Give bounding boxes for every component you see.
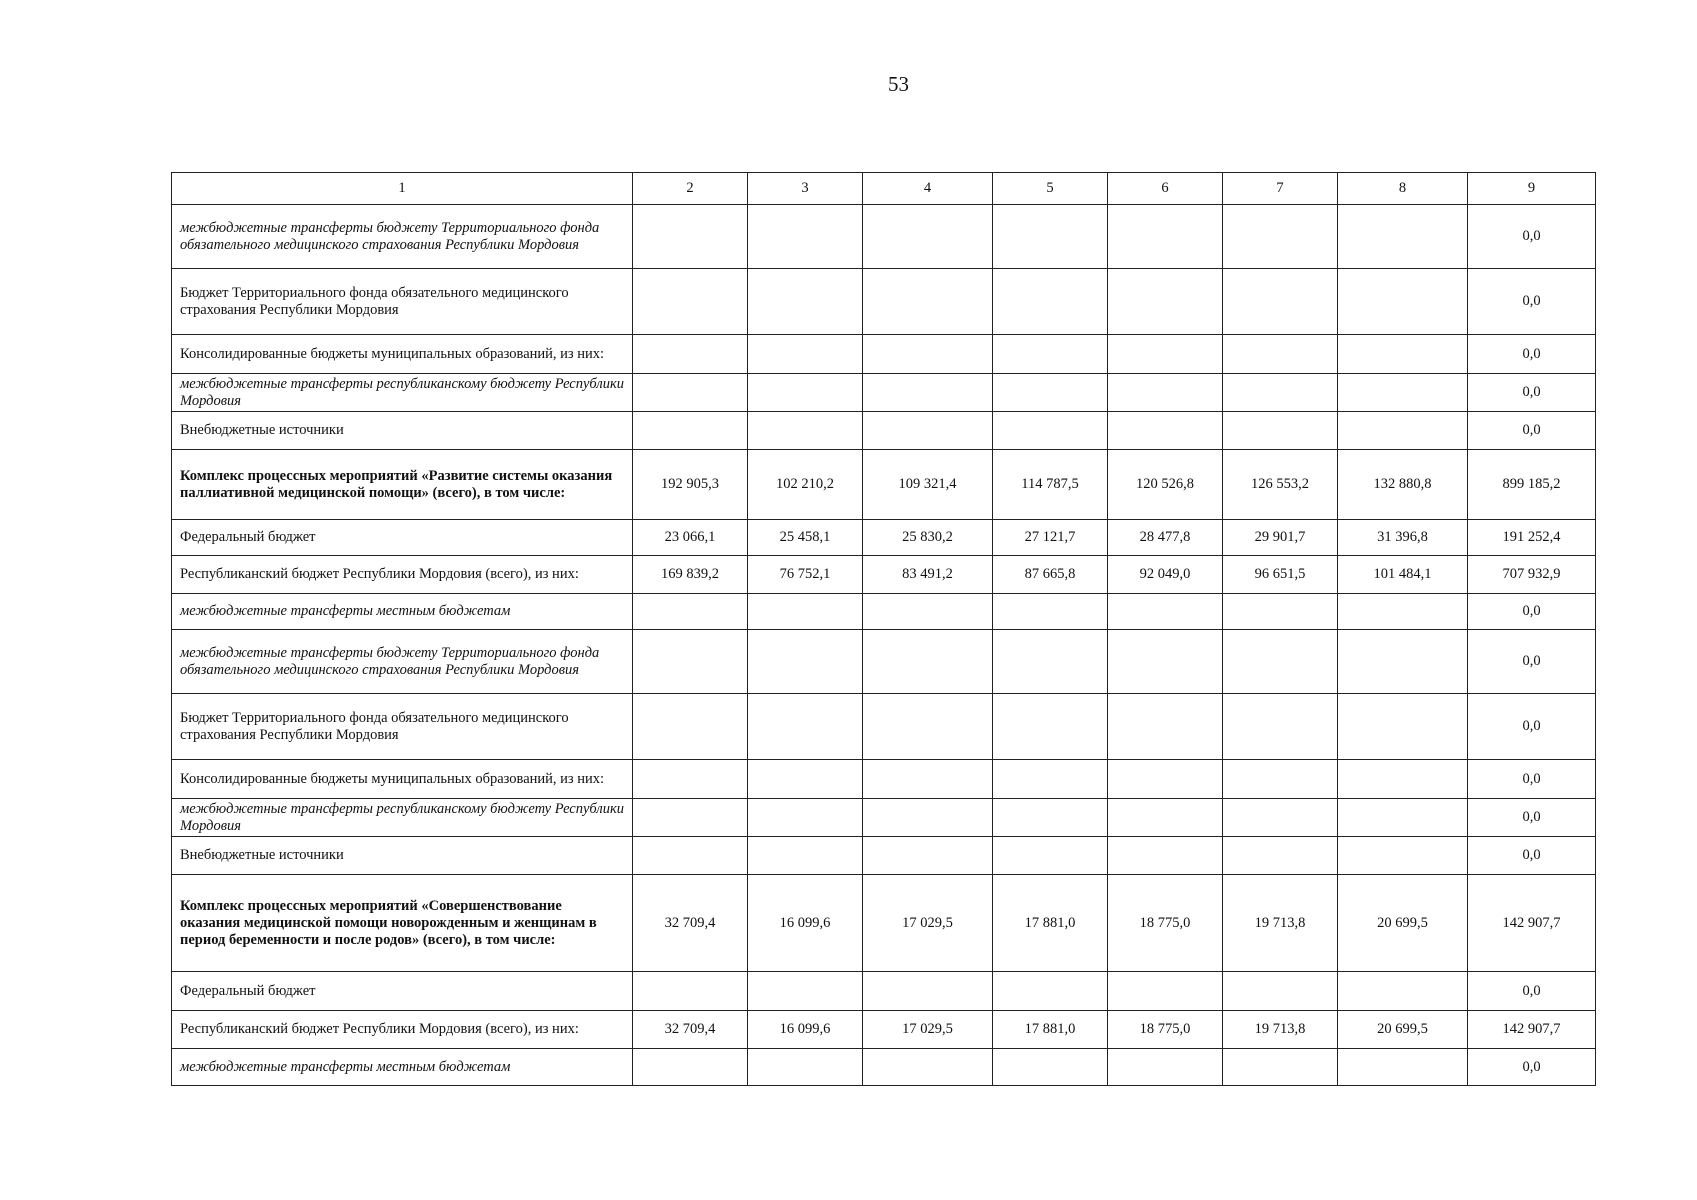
value-cell-col-8 bbox=[1338, 335, 1468, 374]
row-label: межбюджетные трансферты бюджету Территориального фонда обязательного медицинского страхования Республики Мордовия bbox=[172, 205, 633, 269]
value-cell-col-6 bbox=[1108, 630, 1223, 694]
value-cell-col-4 bbox=[863, 972, 993, 1011]
column-header-2: 2 bbox=[633, 173, 748, 205]
value-cell-col-2: 32 709,4 bbox=[633, 875, 748, 972]
value-cell-col-9: 707 932,9 bbox=[1468, 556, 1596, 594]
column-header-7: 7 bbox=[1223, 173, 1338, 205]
value-cell-col-5 bbox=[993, 412, 1108, 450]
value-cell-col-4: 17 029,5 bbox=[863, 1011, 993, 1049]
table-row bbox=[172, 875, 1596, 972]
value-cell-col-4 bbox=[863, 760, 993, 799]
value-cell-col-3: 76 752,1 bbox=[748, 556, 863, 594]
value-cell-col-6 bbox=[1108, 412, 1223, 450]
value-cell-col-8: 20 699,5 bbox=[1338, 1011, 1468, 1049]
value-cell-col-2 bbox=[633, 972, 748, 1011]
value-cell-col-8: 132 880,8 bbox=[1338, 450, 1468, 520]
value-cell-col-7: 96 651,5 bbox=[1223, 556, 1338, 594]
row-label: Федеральный бюджет bbox=[172, 520, 633, 556]
value-cell-col-9: 0,0 bbox=[1468, 205, 1596, 269]
row-label: Республиканский бюджет Республики Мордовия (всего), из них: bbox=[172, 556, 633, 594]
value-cell-col-8 bbox=[1338, 837, 1468, 875]
table-row bbox=[172, 799, 1596, 837]
value-cell-col-4 bbox=[863, 694, 993, 760]
value-cell-col-2 bbox=[633, 205, 748, 269]
value-cell-col-7 bbox=[1223, 1049, 1338, 1086]
value-cell-col-3 bbox=[748, 972, 863, 1011]
value-cell-col-6 bbox=[1108, 760, 1223, 799]
row-label: Внебюджетные источники bbox=[172, 837, 633, 875]
table-row bbox=[172, 760, 1596, 799]
value-cell-col-3 bbox=[748, 630, 863, 694]
column-header-8: 8 bbox=[1338, 173, 1468, 205]
value-cell-col-6: 92 049,0 bbox=[1108, 556, 1223, 594]
table-row bbox=[172, 335, 1596, 374]
row-label: Комплекс процессных мероприятий «Совершенствование оказания медицинской помощи новорожденным и женщинам в период беременности и после родов» (всего), в том числе: bbox=[172, 875, 633, 972]
value-cell-col-8 bbox=[1338, 760, 1468, 799]
value-cell-col-9: 0,0 bbox=[1468, 760, 1596, 799]
column-number-header-row bbox=[172, 173, 1596, 205]
value-cell-col-3: 102 210,2 bbox=[748, 450, 863, 520]
value-cell-col-6 bbox=[1108, 799, 1223, 837]
value-cell-col-9: 0,0 bbox=[1468, 412, 1596, 450]
value-cell-col-9: 0,0 bbox=[1468, 799, 1596, 837]
value-cell-col-3 bbox=[748, 335, 863, 374]
table-row bbox=[172, 630, 1596, 694]
table-row bbox=[172, 594, 1596, 630]
value-cell-col-4: 109 321,4 bbox=[863, 450, 993, 520]
value-cell-col-8 bbox=[1338, 694, 1468, 760]
value-cell-col-2 bbox=[633, 837, 748, 875]
value-cell-col-5 bbox=[993, 799, 1108, 837]
value-cell-col-9: 142 907,7 bbox=[1468, 1011, 1596, 1049]
table-row bbox=[172, 520, 1596, 556]
row-label: межбюджетные трансферты республиканскому бюджету Республики Мордовия bbox=[172, 799, 633, 837]
value-cell-col-9: 0,0 bbox=[1468, 374, 1596, 412]
value-cell-col-2: 169 839,2 bbox=[633, 556, 748, 594]
value-cell-col-7 bbox=[1223, 972, 1338, 1011]
value-cell-col-2 bbox=[633, 374, 748, 412]
value-cell-col-6 bbox=[1108, 594, 1223, 630]
value-cell-col-7 bbox=[1223, 694, 1338, 760]
value-cell-col-2 bbox=[633, 1049, 748, 1086]
value-cell-col-2 bbox=[633, 269, 748, 335]
value-cell-col-7 bbox=[1223, 837, 1338, 875]
value-cell-col-9: 899 185,2 bbox=[1468, 450, 1596, 520]
value-cell-col-4 bbox=[863, 1049, 993, 1086]
value-cell-col-2: 32 709,4 bbox=[633, 1011, 748, 1049]
value-cell-col-3 bbox=[748, 205, 863, 269]
value-cell-col-8 bbox=[1338, 412, 1468, 450]
column-header-9: 9 bbox=[1468, 173, 1596, 205]
value-cell-col-2 bbox=[633, 594, 748, 630]
table-row bbox=[172, 694, 1596, 760]
value-cell-col-6 bbox=[1108, 269, 1223, 335]
value-cell-col-3 bbox=[748, 760, 863, 799]
value-cell-col-8 bbox=[1338, 1049, 1468, 1086]
value-cell-col-7 bbox=[1223, 799, 1338, 837]
value-cell-col-5 bbox=[993, 694, 1108, 760]
value-cell-col-5: 17 881,0 bbox=[993, 1011, 1108, 1049]
row-label: Внебюджетные источники bbox=[172, 412, 633, 450]
value-cell-col-9: 0,0 bbox=[1468, 972, 1596, 1011]
value-cell-col-8 bbox=[1338, 374, 1468, 412]
value-cell-col-9: 0,0 bbox=[1468, 335, 1596, 374]
row-label: Консолидированные бюджеты муниципальных образований, из них: bbox=[172, 335, 633, 374]
value-cell-col-7: 126 553,2 bbox=[1223, 450, 1338, 520]
value-cell-col-7 bbox=[1223, 205, 1338, 269]
value-cell-col-9: 0,0 bbox=[1468, 269, 1596, 335]
value-cell-col-5 bbox=[993, 972, 1108, 1011]
value-cell-col-7 bbox=[1223, 630, 1338, 694]
value-cell-col-9: 0,0 bbox=[1468, 1049, 1596, 1086]
column-header-5: 5 bbox=[993, 173, 1108, 205]
value-cell-col-5 bbox=[993, 1049, 1108, 1086]
value-cell-col-8 bbox=[1338, 630, 1468, 694]
value-cell-col-6 bbox=[1108, 972, 1223, 1011]
value-cell-col-8: 101 484,1 bbox=[1338, 556, 1468, 594]
value-cell-col-7 bbox=[1223, 335, 1338, 374]
row-label: Бюджет Территориального фонда обязательного медицинского страхования Республики Мордовия bbox=[172, 269, 633, 335]
table-row bbox=[172, 412, 1596, 450]
value-cell-col-8 bbox=[1338, 972, 1468, 1011]
value-cell-col-3 bbox=[748, 799, 863, 837]
value-cell-col-4 bbox=[863, 374, 993, 412]
value-cell-col-3 bbox=[748, 269, 863, 335]
value-cell-col-4: 83 491,2 bbox=[863, 556, 993, 594]
value-cell-col-9: 0,0 bbox=[1468, 594, 1596, 630]
table-row bbox=[172, 374, 1596, 412]
value-cell-col-9: 191 252,4 bbox=[1468, 520, 1596, 556]
value-cell-col-8: 20 699,5 bbox=[1338, 875, 1468, 972]
value-cell-col-5 bbox=[993, 630, 1108, 694]
value-cell-col-5 bbox=[993, 205, 1108, 269]
value-cell-col-4: 25 830,2 bbox=[863, 520, 993, 556]
row-label: межбюджетные трансферты местным бюджетам bbox=[172, 1049, 633, 1086]
budget-table bbox=[171, 172, 1596, 1086]
table-row bbox=[172, 1049, 1596, 1086]
value-cell-col-5 bbox=[993, 837, 1108, 875]
value-cell-col-3: 25 458,1 bbox=[748, 520, 863, 556]
value-cell-col-3 bbox=[748, 412, 863, 450]
value-cell-col-7 bbox=[1223, 760, 1338, 799]
value-cell-col-9: 142 907,7 bbox=[1468, 875, 1596, 972]
value-cell-col-2: 23 066,1 bbox=[633, 520, 748, 556]
value-cell-col-8 bbox=[1338, 269, 1468, 335]
value-cell-col-7 bbox=[1223, 269, 1338, 335]
value-cell-col-6 bbox=[1108, 1049, 1223, 1086]
row-label: Бюджет Территориального фонда обязательного медицинского страхования Республики Мордовия bbox=[172, 694, 633, 760]
value-cell-col-3: 16 099,6 bbox=[748, 1011, 863, 1049]
value-cell-col-8 bbox=[1338, 205, 1468, 269]
value-cell-col-5: 114 787,5 bbox=[993, 450, 1108, 520]
value-cell-col-7 bbox=[1223, 374, 1338, 412]
value-cell-col-7 bbox=[1223, 412, 1338, 450]
value-cell-col-7: 29 901,7 bbox=[1223, 520, 1338, 556]
value-cell-col-5: 87 665,8 bbox=[993, 556, 1108, 594]
value-cell-col-3 bbox=[748, 837, 863, 875]
value-cell-col-3 bbox=[748, 694, 863, 760]
value-cell-col-3 bbox=[748, 374, 863, 412]
table-row bbox=[172, 837, 1596, 875]
value-cell-col-4: 17 029,5 bbox=[863, 875, 993, 972]
table-row bbox=[172, 1011, 1596, 1049]
table-row bbox=[172, 205, 1596, 269]
row-label: Федеральный бюджет bbox=[172, 972, 633, 1011]
value-cell-col-4 bbox=[863, 412, 993, 450]
column-header-4: 4 bbox=[863, 173, 993, 205]
value-cell-col-4 bbox=[863, 630, 993, 694]
table-row bbox=[172, 450, 1596, 520]
value-cell-col-4 bbox=[863, 799, 993, 837]
table-row bbox=[172, 556, 1596, 594]
value-cell-col-5: 27 121,7 bbox=[993, 520, 1108, 556]
table-row bbox=[172, 972, 1596, 1011]
value-cell-col-5 bbox=[993, 594, 1108, 630]
column-header-3: 3 bbox=[748, 173, 863, 205]
value-cell-col-5 bbox=[993, 760, 1108, 799]
value-cell-col-9: 0,0 bbox=[1468, 694, 1596, 760]
row-label: Республиканский бюджет Республики Мордовия (всего), из них: bbox=[172, 1011, 633, 1049]
value-cell-col-2 bbox=[633, 694, 748, 760]
value-cell-col-2: 192 905,3 bbox=[633, 450, 748, 520]
value-cell-col-2 bbox=[633, 335, 748, 374]
value-cell-col-6 bbox=[1108, 837, 1223, 875]
value-cell-col-5: 17 881,0 bbox=[993, 875, 1108, 972]
value-cell-col-8 bbox=[1338, 799, 1468, 837]
value-cell-col-3 bbox=[748, 1049, 863, 1086]
value-cell-col-6: 120 526,8 bbox=[1108, 450, 1223, 520]
value-cell-col-6 bbox=[1108, 374, 1223, 412]
value-cell-col-8 bbox=[1338, 594, 1468, 630]
value-cell-col-2 bbox=[633, 760, 748, 799]
value-cell-col-7: 19 713,8 bbox=[1223, 875, 1338, 972]
value-cell-col-6: 18 775,0 bbox=[1108, 875, 1223, 972]
value-cell-col-9: 0,0 bbox=[1468, 630, 1596, 694]
value-cell-col-4 bbox=[863, 837, 993, 875]
row-label: межбюджетные трансферты бюджету Территориального фонда обязательного медицинского страхования Республики Мордовия bbox=[172, 630, 633, 694]
column-header-6: 6 bbox=[1108, 173, 1223, 205]
value-cell-col-5 bbox=[993, 335, 1108, 374]
table-row bbox=[172, 269, 1596, 335]
row-label: Консолидированные бюджеты муниципальных образований, из них: bbox=[172, 760, 633, 799]
value-cell-col-8: 31 396,8 bbox=[1338, 520, 1468, 556]
column-header-1: 1 bbox=[172, 173, 633, 205]
value-cell-col-3 bbox=[748, 594, 863, 630]
value-cell-col-7: 19 713,8 bbox=[1223, 1011, 1338, 1049]
value-cell-col-5 bbox=[993, 374, 1108, 412]
row-label: Комплекс процессных мероприятий «Развитие системы оказания паллиативной медицинской помощи» (всего), в том числе: bbox=[172, 450, 633, 520]
value-cell-col-4 bbox=[863, 335, 993, 374]
value-cell-col-6 bbox=[1108, 205, 1223, 269]
value-cell-col-4 bbox=[863, 269, 993, 335]
value-cell-col-9: 0,0 bbox=[1468, 837, 1596, 875]
value-cell-col-6 bbox=[1108, 694, 1223, 760]
row-label: межбюджетные трансферты республиканскому бюджету Республики Мордовия bbox=[172, 374, 633, 412]
value-cell-col-7 bbox=[1223, 594, 1338, 630]
row-label: межбюджетные трансферты местным бюджетам bbox=[172, 594, 633, 630]
value-cell-col-2 bbox=[633, 412, 748, 450]
value-cell-col-6 bbox=[1108, 335, 1223, 374]
value-cell-col-4 bbox=[863, 205, 993, 269]
value-cell-col-3: 16 099,6 bbox=[748, 875, 863, 972]
page-number: 53 bbox=[888, 72, 909, 96]
value-cell-col-6: 18 775,0 bbox=[1108, 1011, 1223, 1049]
value-cell-col-2 bbox=[633, 799, 748, 837]
value-cell-col-5 bbox=[993, 269, 1108, 335]
value-cell-col-6: 28 477,8 bbox=[1108, 520, 1223, 556]
value-cell-col-2 bbox=[633, 630, 748, 694]
value-cell-col-4 bbox=[863, 594, 993, 630]
